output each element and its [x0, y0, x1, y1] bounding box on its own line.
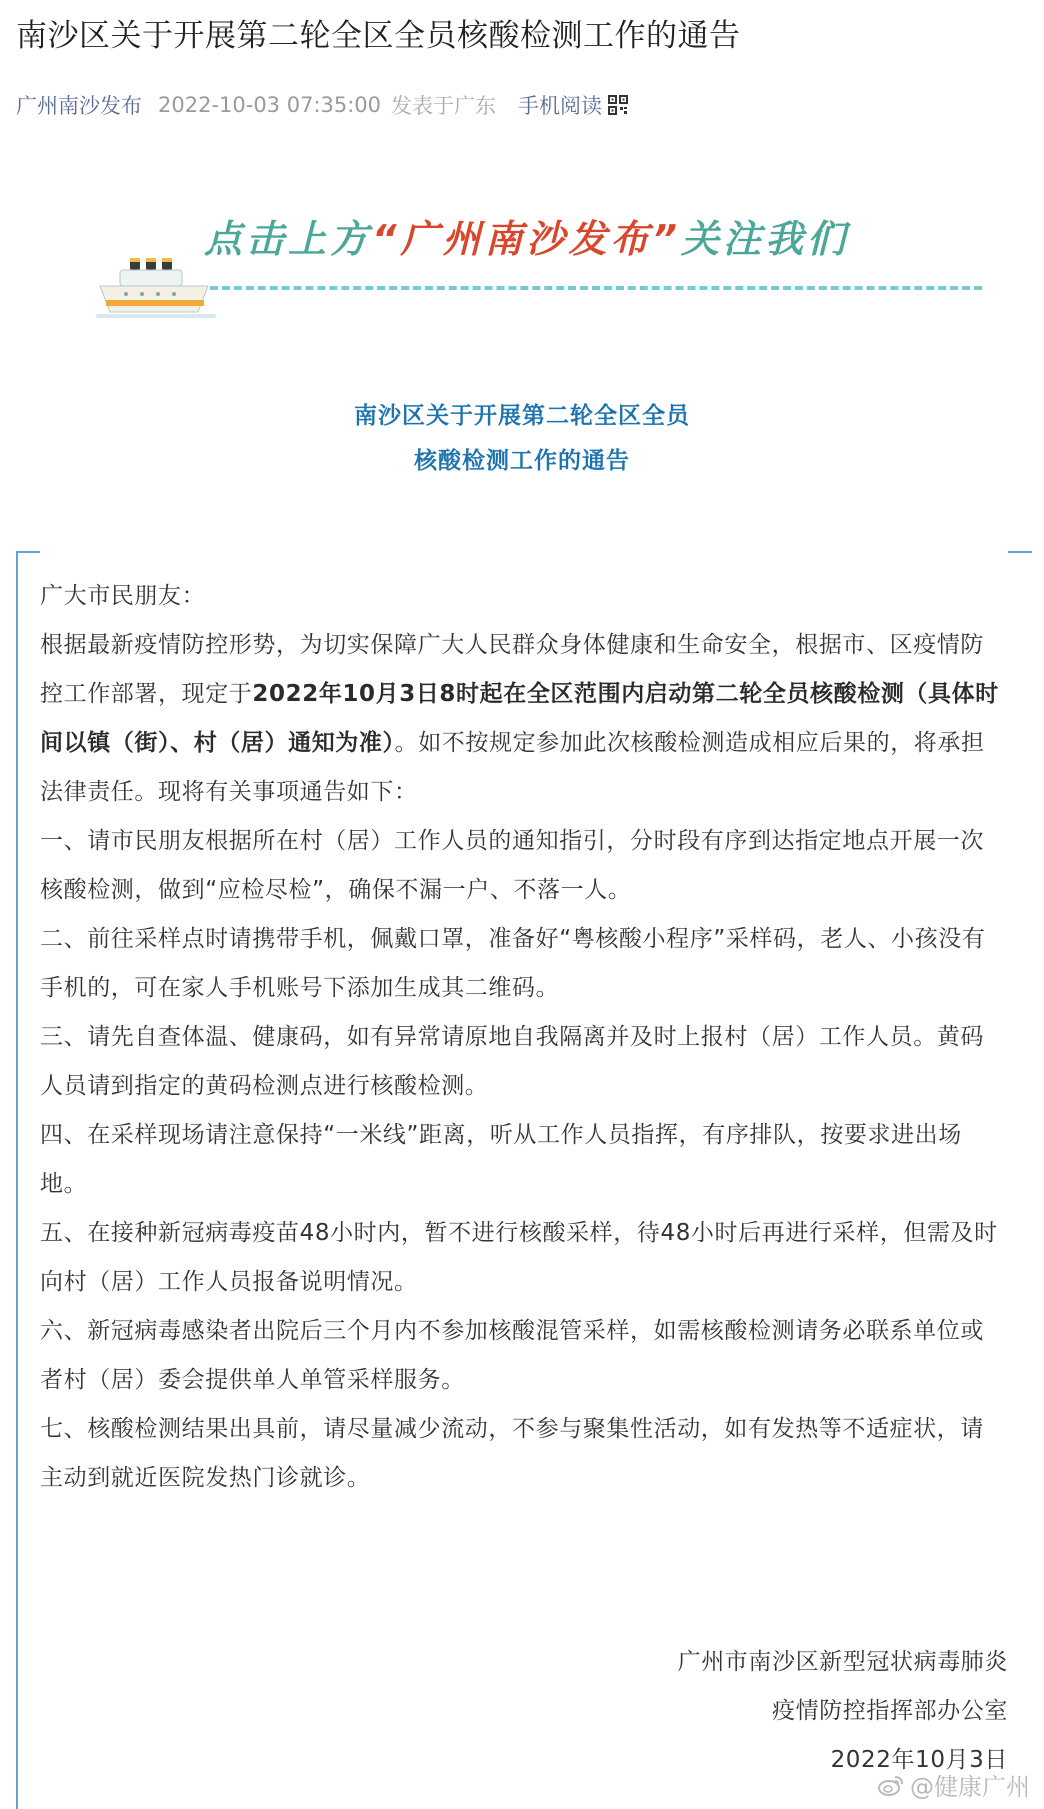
watermark-text: @健康广州 [910, 1773, 1030, 1801]
signature-line-2: 疫情防控指挥部办公室 [772, 1698, 1008, 1724]
ship-icon [92, 250, 222, 330]
publish-datetime: 2022-10-03 07:35:00 [158, 93, 382, 117]
banner-suffix: 关注我们 [680, 217, 849, 261]
frame-corner-left [16, 551, 40, 553]
subtitle-line-1: 南沙区关于开展第二轮全区全员 [354, 403, 690, 429]
intro-text-2: 。如不按规定参加此次核酸检测造成相应后果的，将承担法律责任。现将有关事项通告如下： [40, 730, 985, 805]
frame-corner-right [1008, 551, 1032, 553]
banner-divider [210, 286, 982, 290]
notice-item: 六、新冠病毒感染者出院后三个月内不参加核酸混管采样，如需核酸检测请务必联系单位或者村（居）委会提供单人单管采样服务。 [40, 1318, 984, 1393]
banner-text [204, 208, 849, 263]
notice-item: 三、请先自查体温、健康码，如有异常请原地自我隔离并及时上报村（居）工作人员。黄码人员请到指定的黄码检测点进行核酸检测。 [40, 1024, 984, 1099]
publish-location: 发表于广东 [391, 94, 497, 118]
notice-body [40, 572, 1004, 1503]
notice-item: 七、核酸检测结果出具前，请尽量减少流动，不参与聚集性活动，如有发热等不适症状，请主动到就近医院发热门诊就诊。 [40, 1416, 984, 1491]
notice-item: 二、前往采样点时请携带手机，佩戴口罩，准备好“粤核酸小程序”采样码，老人、小孩没有手机的，可在家人手机账号下添加生成其二维码。 [40, 926, 986, 1001]
frame-border [16, 551, 18, 1809]
intro-paragraph [40, 621, 1004, 817]
subtitle-line-2: 核酸检测工作的通告 [414, 448, 630, 474]
signature [678, 1638, 1008, 1785]
banner-highlight: “广州南沙发布” [372, 217, 681, 261]
article-meta [16, 88, 628, 122]
account-link[interactable]: 广州南沙发布 [16, 94, 142, 118]
read-on-phone-link[interactable]: 手机阅读 [518, 94, 603, 118]
greeting: 广大市民朋友： [40, 583, 206, 609]
intro-text-1: 根据最新疫情防控形势，为切实保障广大人民群众身体健康和生命安全，根据市、区疫情防控工作部署，现定于 [40, 632, 984, 707]
qr-code-icon[interactable] [608, 95, 628, 115]
signature-line-1: 广州市南沙区新型冠状病毒肺炎 [677, 1649, 1008, 1675]
notice-item: 五、在接种新冠病毒疫苗48小时内，暂不进行核酸采样，待48小时后再进行采样，但需及时向村（居）工作人员报备说明情况。 [40, 1220, 998, 1295]
weibo-icon [878, 1774, 904, 1796]
intro-bold: 2022年10月3日8时起在全区范围内启动第二轮全员核酸检测（具体时间以镇（街）、村（居）通知为准） [40, 681, 999, 756]
notice-subtitle [0, 394, 1044, 484]
banner-prefix: 点击上方 [204, 217, 373, 261]
signature-date: 2022年10月3日 [830, 1747, 1008, 1773]
page-title: 南沙区关于开展第二轮全区全员核酸检测工作的通告 [16, 18, 741, 54]
notice-item: 一、请市民朋友根据所在村（居）工作人员的通知指引，分时段有序到达指定地点开展一次核酸检测，做到“应检尽检”，确保不漏一户、不落一人。 [40, 828, 984, 903]
notice-item: 四、在采样现场请注意保持“一米线”距离，听从工作人员指挥，有序排队，按要求进出场地。 [40, 1122, 962, 1197]
weibo-watermark [878, 1767, 1030, 1802]
follow-banner [92, 188, 892, 338]
